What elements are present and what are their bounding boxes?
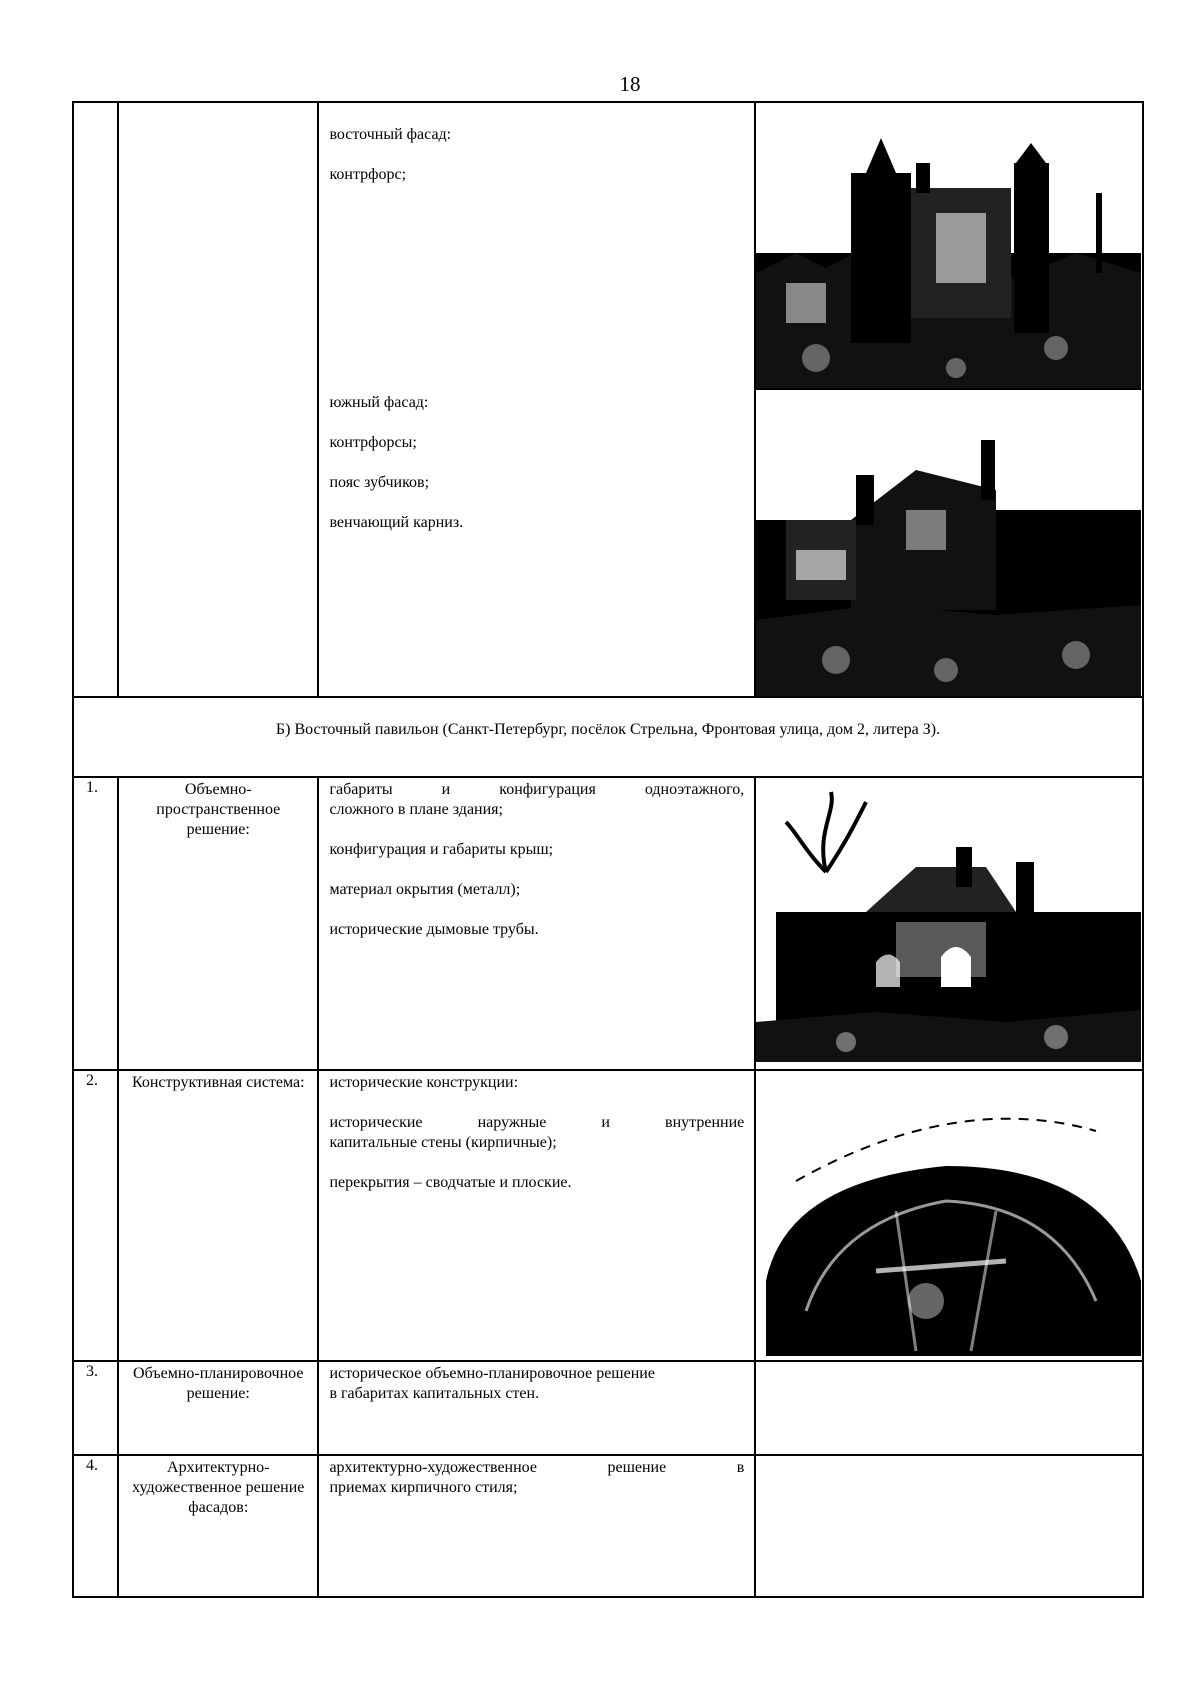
- text-buttress: контрфорс;: [329, 166, 407, 183]
- photo-ruin-south-facade: [756, 388, 1141, 696]
- row-name: Конструктивная система:: [118, 1070, 318, 1361]
- desc-line: габариты и конфигурация одноэтажного,: [329, 781, 745, 798]
- row-number: 2.: [73, 1070, 118, 1361]
- section-b-title: Б) Восточный павильон (Санкт-Петербург, посёлок Стрельна, Фронтовая улица, дом 2, литера З).: [73, 697, 1143, 777]
- protection-subject-table: [72, 101, 1144, 1598]
- photo-vaulted-ceiling: [756, 1071, 1141, 1356]
- num-cell-empty: [73, 102, 118, 697]
- desc-line: сложного в плане здания;: [329, 801, 503, 818]
- row-description: [318, 1455, 755, 1597]
- table-row: [73, 1361, 1143, 1455]
- desc-line: перекрытия – сводчатые и плоские.: [329, 1174, 572, 1191]
- desc-line: материал окрытия (металл);: [329, 881, 521, 898]
- row-description: [318, 1361, 755, 1455]
- row-name: Объемно-пространственное решение:: [118, 777, 318, 1070]
- photo-pavilion-exterior: [756, 782, 1141, 1062]
- desc-line: приемах кирпичного стиля;: [329, 1479, 518, 1496]
- row-description: [318, 1070, 755, 1361]
- text-dentil-belt: пояс зубчиков;: [329, 474, 430, 491]
- desc-line: архитектурно-художественное решение в: [329, 1459, 745, 1476]
- text-east-facade: восточный фасад:: [329, 126, 452, 143]
- page-number: 18: [619, 72, 641, 96]
- img-cell-empty: [755, 1361, 1143, 1455]
- row-name: Объемно-планировочное решение:: [118, 1361, 318, 1455]
- img-cell-vault: [755, 1070, 1143, 1361]
- photo-ruin-east-facade: [756, 103, 1141, 388]
- name-cell-empty: [118, 102, 318, 697]
- row-number: 4.: [73, 1455, 118, 1597]
- desc-line: исторические наружные и внутренние: [329, 1114, 745, 1131]
- desc-line: капитальные стены (кирпичные);: [329, 1134, 557, 1151]
- text-crowning-cornice: венчающий карниз.: [329, 514, 464, 531]
- img-cell-facades: [755, 102, 1143, 697]
- row-number: 1.: [73, 777, 118, 1070]
- table-row: [73, 1455, 1143, 1597]
- row-number: 3.: [73, 1361, 118, 1455]
- desc-cell-facades: [318, 102, 755, 697]
- table-row: [73, 777, 1143, 1070]
- table-row-continuation: [73, 102, 1143, 697]
- row-description: [318, 777, 755, 1070]
- img-cell-pavilion: [755, 777, 1143, 1070]
- desc-line: исторические конструкции:: [329, 1074, 519, 1091]
- desc-line: исторические дымовые трубы.: [329, 921, 539, 938]
- text-buttresses: контрфорсы;: [329, 434, 417, 451]
- table-row: [73, 1070, 1143, 1361]
- table-row-section-b: [73, 697, 1143, 777]
- img-cell-empty: [755, 1455, 1143, 1597]
- desc-line: конфигурация и габариты крыш;: [329, 841, 554, 858]
- text-south-facade: южный фасад:: [329, 394, 429, 411]
- desc-line: в габаритах капитальных стен.: [329, 1385, 540, 1402]
- desc-line: историческое объемно-планировочное решение: [329, 1365, 655, 1382]
- row-name: Архитектурно-художественное решение фасадов:: [118, 1455, 318, 1597]
